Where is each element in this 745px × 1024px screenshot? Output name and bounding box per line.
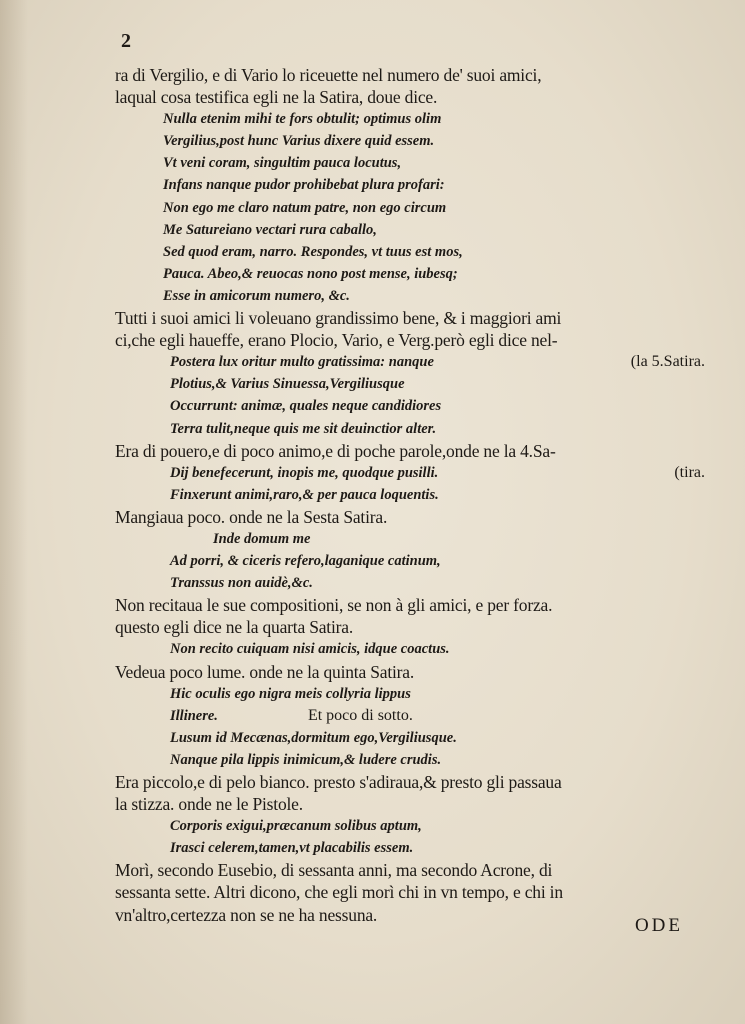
line-text: Mangiaua poco. onde ne la Sesta Satira. (115, 506, 388, 527)
latin-verse-line (115, 528, 705, 550)
latin-verse-line (115, 705, 705, 727)
line-text: Me Satureiano vectari rura caballo, (163, 221, 377, 238)
line-text: Plotius,& Varius Sinuessa,Vergiliusque (170, 376, 405, 393)
line-text: ci,che egli haueffe, erano Plocio, Vario, e Verg.però egli dice nel- (115, 330, 558, 351)
line-text: la stizza. onde ne le Pistole. (115, 794, 303, 815)
latin-verse-line (115, 638, 705, 660)
prose-line (115, 616, 705, 638)
line-text: Vt veni coram, singultim pauca locutus, (163, 155, 402, 172)
latin-verse-line (115, 418, 705, 440)
latin-verse-line (115, 837, 705, 859)
line-text: Postera lux oritur multo gratissima: nanque (170, 354, 434, 371)
prose-line (115, 329, 705, 351)
prose-line (115, 506, 705, 528)
line-text: Terra tulit,neque quis me sit deuinctior alter. (170, 420, 437, 437)
prose-line (115, 86, 705, 108)
line-text: Vedeua poco lume. onde ne la quinta Satira. (115, 661, 415, 682)
latin-verse-line (115, 373, 705, 395)
line-text: questo egli dice ne la quarta Satira. (115, 617, 353, 638)
inline-note: Et poco di sotto. (307, 706, 413, 724)
latin-verse-line (115, 462, 705, 484)
latin-verse-line (115, 683, 705, 705)
line-text: Infans nanque pudor prohibebat plura profari: (163, 177, 445, 194)
main-text (115, 64, 705, 926)
line-text: Non ego me claro natum patre, non ego circum (163, 199, 447, 216)
prose-line (115, 904, 705, 926)
line-text: Tutti i suoi amici li voleuano grandissimo bene, & i maggiori ami (115, 308, 562, 329)
latin-verse-line (115, 174, 705, 196)
line-text: Inde domum me (213, 530, 311, 547)
latin-verse-line (115, 241, 705, 263)
page-gutter-shadow (0, 0, 28, 1024)
line-text: Nulla etenim mihi te fors obtulit; optimus olim (163, 111, 442, 128)
line-text: Hic oculis ego nigra meis collyria lippus (170, 685, 411, 702)
prose-line (115, 307, 705, 329)
line-text: Vergilius,post hunc Varius dixere quid essem. (163, 133, 435, 150)
prose-line (115, 771, 705, 793)
prose-line (115, 859, 705, 881)
latin-verse-line (115, 130, 705, 152)
line-text: Pauca. Abeo,& reuocas nono post mense, iubesq; (163, 265, 458, 282)
line-text: Era di pouero,e di poco animo,e di poche parole,onde ne la 4.Sa- (115, 440, 556, 461)
latin-verse-line (115, 572, 705, 594)
latin-verse-line (115, 749, 705, 771)
catchword: ODE (634, 915, 683, 936)
line-text: laqual cosa testifica egli ne la Satira, doue dice. (115, 87, 438, 108)
prose-line (115, 793, 705, 815)
latin-verse-line (115, 484, 705, 506)
latin-verse-line (115, 197, 705, 219)
line-text: Corporis exigui,præcanum solibus aptum, (170, 818, 422, 835)
latin-verse-line (115, 108, 705, 130)
line-text: Finxerunt animi,raro,& per pauca loquentis. (170, 486, 439, 503)
prose-line (115, 440, 705, 462)
line-text: vn'altro,certezza non se ne ha nessuna. (115, 904, 378, 925)
prose-line (115, 64, 705, 86)
line-text: Lusum id Mecænas,dormitum ego,Vergiliusque. (170, 729, 457, 746)
line-text: ra di Vergilio, e di Vario lo riceuette nel numero de' suoi amici, (115, 65, 542, 85)
latin-verse-line (115, 727, 705, 749)
line-text: sessanta sette. Altri dicono, che egli morì chi in vn tempo, e chi in (115, 882, 563, 903)
line-text: Sed quod eram, narro. Respondes, vt tuus est mos, (163, 243, 463, 260)
line-tail: (la 5.Satira. (630, 353, 705, 371)
line-text: Non recito cuiquam nisi amicis, idque coactus. (170, 641, 450, 658)
line-text: Ad porri, & ciceris refero,laganique catinum, (170, 553, 441, 570)
prose-line (115, 881, 705, 903)
latin-verse-line (115, 395, 705, 417)
line-text: Transsus non auidè,&c. (170, 575, 313, 592)
line-text: Nanque pila lippis inimicum,& ludere crudis. (170, 751, 442, 768)
latin-verse-line (115, 285, 705, 307)
latin-verse-line (115, 263, 705, 285)
line-text: Era piccolo,e di pelo bianco. presto s'adiraua,& presto gli passaua (115, 772, 562, 792)
latin-verse-line (115, 815, 705, 837)
line-text: Occurrunt: animæ, quales neque candidiores (170, 398, 442, 415)
line-text: Illinere. (170, 707, 218, 724)
latin-verse-line (115, 219, 705, 241)
prose-line (115, 661, 705, 683)
line-tail: (tira. (674, 463, 705, 481)
latin-verse-line (115, 152, 705, 174)
latin-verse-line (115, 550, 705, 572)
page-number: 2 (121, 30, 131, 52)
latin-verse-line (115, 351, 705, 373)
line-text: Non recitaua le sue compositioni, se non à gli amici, e per forza. (115, 595, 553, 616)
line-text: Morì, secondo Eusebio, di sessanta anni, ma secondo Acrone, di (115, 860, 553, 881)
prose-line (115, 594, 705, 616)
line-text: Dij benefecerunt, inopis me, quodque pusilli. (170, 464, 439, 481)
line-text: Esse in amicorum numero, &c. (163, 287, 350, 304)
line-text: Irasci celerem,tamen,vt placabilis essem. (170, 840, 414, 857)
